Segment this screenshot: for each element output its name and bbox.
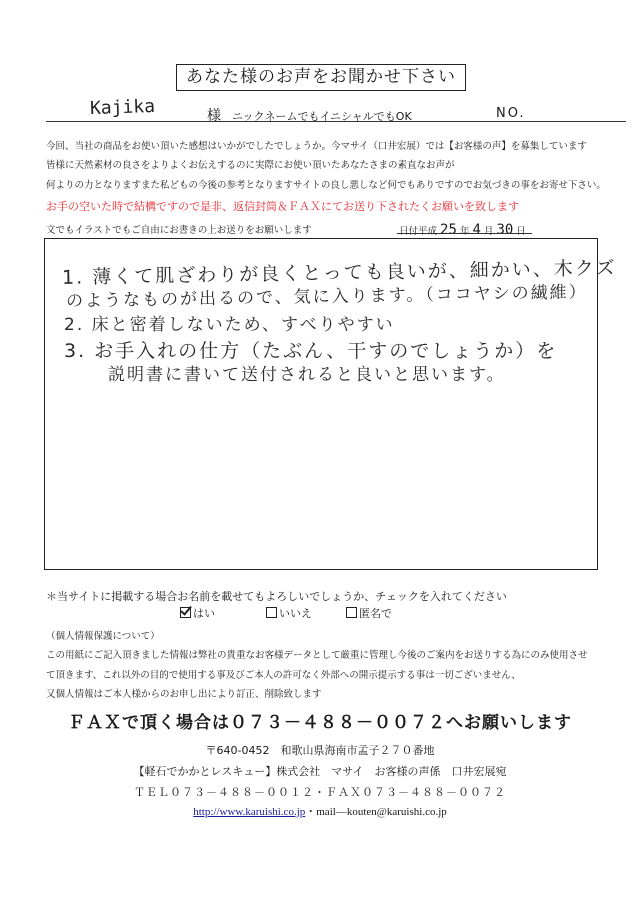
option-no-label: いいえ xyxy=(279,607,312,620)
fax-instruction: ＦＡＸで頂く場合は０７３－４８８－００７２へお願いします xyxy=(68,713,572,733)
privacy-line-3: 又個人情報はご本人様からのお申し出により訂正、削除致します xyxy=(46,689,322,700)
postal-address: 〒640-0452 和歌山県海南市孟子２７０番地 xyxy=(205,744,435,757)
option-anonymous[interactable] xyxy=(346,605,392,621)
nickname-note: ニックネームでもイニシャルでもOK xyxy=(232,110,412,123)
date-prefix: 日付平成 xyxy=(399,226,438,237)
comment-line-5: 説明書に書いて送付されると良いと思います。 xyxy=(108,365,506,385)
mail-separator: ・mail― xyxy=(305,806,347,818)
website-link[interactable]: http://www.karuishi.co.jp xyxy=(193,806,306,818)
tel-fax-line: ＴＥＬ０７３－４８８－００１２・ＦＡＸ０７３－４８８－００７２ xyxy=(134,786,506,799)
comment-line-3: 2. 床と密着しないため、すべりやすい xyxy=(64,315,395,335)
comment-line-2: のようなものが出るので、気に入ります。（ココヤシの繊維） xyxy=(65,282,588,312)
name-field-value[interactable]: Kajika xyxy=(89,95,156,120)
comment-line-1: 1. 薄くて肌ざわりが良くとっても良いが、細かい、木クズ xyxy=(61,257,617,289)
publish-question: ＊当サイトに掲載する場合お名前を載せてもよろしいでしょうか、チェックを入れてください xyxy=(46,590,507,603)
date-nen: 年 xyxy=(459,226,470,237)
intro-line-2: 皆様に天然素材の良さをよりよくお伝えするのに実際にお使い頂いたあなたさまの素直なお声が xyxy=(46,160,455,171)
privacy-line-2: て頂きます、これ以外の目的で使用する事及びご本人の許可なく外部への開示提示する事は一切ございません、 xyxy=(46,670,521,681)
checkbox-yes-checked[interactable] xyxy=(180,607,191,618)
company-line: 【軽石でかかとレスキュー】株式会社 マサイ お客様の声係 口井宏展宛 xyxy=(133,765,507,778)
sama-label: 様 xyxy=(207,108,221,124)
option-yes[interactable] xyxy=(180,605,215,621)
contact-line xyxy=(0,803,640,819)
form-title: あなた様のお声をお聞かせ下さい xyxy=(176,64,466,91)
date-field[interactable] xyxy=(399,222,526,238)
email-address[interactable]: kouten@karuishi.co.jp xyxy=(346,806,447,818)
name-underline xyxy=(46,121,626,122)
date-hi: 日 xyxy=(516,226,526,237)
number-label: NO. xyxy=(496,106,526,121)
red-notice: お手の空いた時で結構ですので是非、返信封筒＆ＦＡＸにてお送り下されたくお願いを致します xyxy=(46,200,519,213)
option-no[interactable] xyxy=(266,605,312,621)
privacy-line-1: この用紙にご記入頂きました情報は弊社の貴重なお客様データとして厳重に管理し今後のご案内をお送りする為にのみ使用させ xyxy=(46,650,588,661)
date-month: 4 xyxy=(472,222,481,238)
date-tsuki: 月 xyxy=(483,226,494,237)
date-year: 25 xyxy=(440,222,457,238)
checkbox-anonymous[interactable] xyxy=(346,607,357,618)
free-writing-note: 文でもイラストでもご自由にお書きの上お送りをお願いします xyxy=(46,225,312,236)
option-yes-label: はい xyxy=(193,607,215,620)
checkbox-no[interactable] xyxy=(266,607,277,618)
date-day: 30 xyxy=(496,222,514,238)
privacy-title: （個人情報保護について） xyxy=(46,631,160,642)
date-underline xyxy=(397,233,532,234)
intro-line-1: 今回、当社の商品をお使い頂いた感想はいかがでしたでしょうか。今マサイ（口井宏展）では【お客様の声】を募集しています xyxy=(46,141,587,152)
intro-line-3: 何よりの力となりますまた私どもの今後の参考となりますサイトの良し悪しなど何でもありですのでお気づきの事をお寄せ下さい。 xyxy=(46,180,606,191)
comment-line-4: 3. お手入れの仕方（たぶん、干すのでしょうか）を xyxy=(64,340,558,362)
option-anonymous-label: 匿名で xyxy=(359,607,392,620)
